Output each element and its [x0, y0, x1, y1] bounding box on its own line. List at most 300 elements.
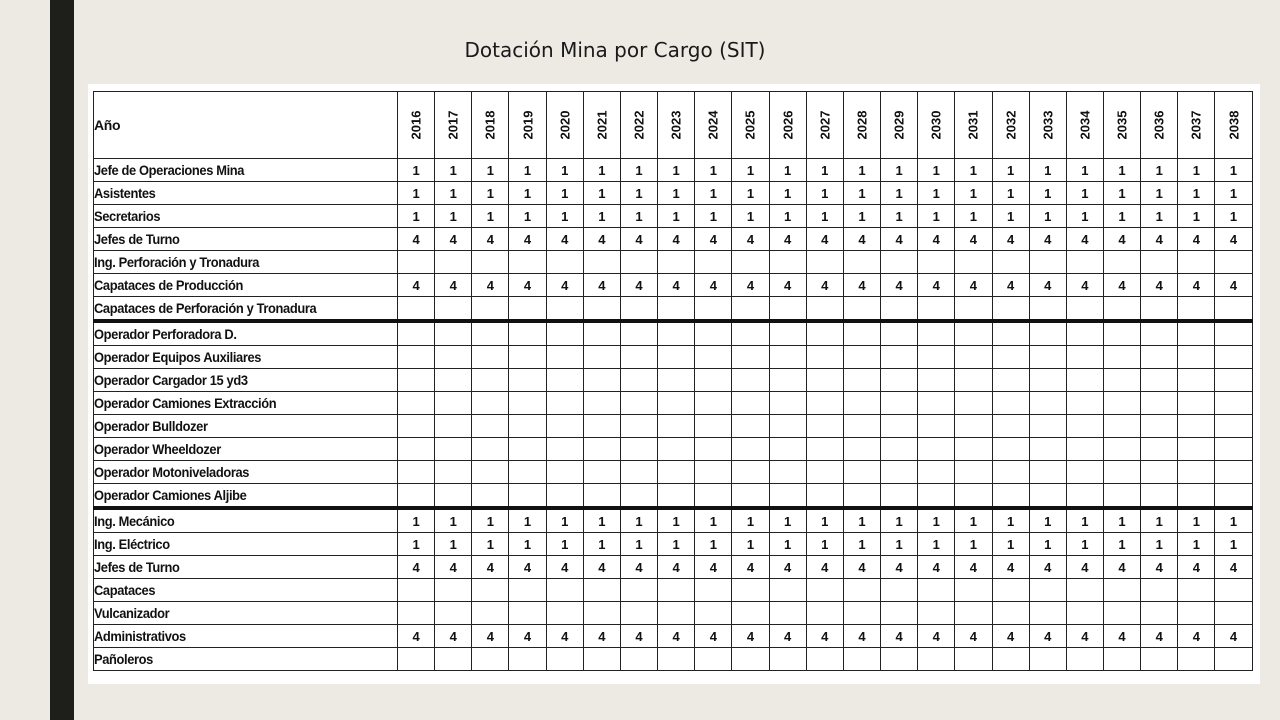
value-cell [509, 369, 546, 392]
year-label: 2036 [1151, 110, 1167, 140]
value-cell [806, 438, 843, 461]
value-cell: 4 [955, 274, 992, 297]
value-cell [1103, 251, 1140, 274]
value-cell [881, 602, 918, 625]
value-cell [1029, 346, 1066, 369]
value-cell [843, 579, 880, 602]
value-cell: 1 [732, 533, 769, 556]
value-cell [435, 461, 472, 484]
value-cell: 1 [843, 205, 880, 228]
year-label: 2038 [1226, 110, 1242, 140]
value-cell: 1 [435, 533, 472, 556]
value-cell [881, 321, 918, 346]
value-cell: 4 [398, 625, 435, 648]
table-row [94, 159, 1253, 182]
value-cell [732, 321, 769, 346]
value-cell: 4 [620, 228, 657, 251]
value-cell: 4 [398, 228, 435, 251]
value-cell [769, 392, 806, 415]
value-cell: 4 [1141, 556, 1178, 579]
year-label: 2027 [817, 110, 833, 140]
row-label-text: Asistentes [94, 185, 156, 201]
value-cell [435, 438, 472, 461]
value-cell [1029, 415, 1066, 438]
value-cell: 1 [843, 533, 880, 556]
year-header-cell [509, 92, 546, 159]
year-label: 2035 [1114, 110, 1130, 140]
value-cell: 1 [1215, 533, 1252, 556]
value-cell [992, 579, 1029, 602]
value-cell: 4 [806, 625, 843, 648]
value-cell [769, 346, 806, 369]
staffing-table-image [88, 84, 1260, 684]
value-cell: 4 [509, 556, 546, 579]
value-cell: 4 [843, 228, 880, 251]
value-cell [695, 251, 732, 274]
value-cell [732, 392, 769, 415]
value-cell [435, 346, 472, 369]
value-cell [658, 297, 695, 322]
year-header-row [94, 92, 1253, 159]
value-cell: 1 [620, 182, 657, 205]
row-label [94, 508, 398, 533]
row-label-text: Secretarios [94, 208, 161, 224]
value-cell [620, 648, 657, 671]
value-cell: 1 [546, 508, 583, 533]
value-cell: 1 [769, 205, 806, 228]
value-cell [1141, 415, 1178, 438]
value-cell [472, 392, 509, 415]
value-cell [398, 321, 435, 346]
value-cell [398, 392, 435, 415]
table-row [94, 415, 1253, 438]
value-cell: 1 [509, 159, 546, 182]
value-cell: 1 [509, 533, 546, 556]
value-cell [1178, 297, 1215, 322]
year-header-cell [1066, 92, 1103, 159]
value-cell [546, 461, 583, 484]
value-cell: 4 [583, 556, 620, 579]
value-cell: 1 [1215, 205, 1252, 228]
value-cell: 4 [1029, 228, 1066, 251]
value-cell [546, 392, 583, 415]
value-cell [509, 648, 546, 671]
value-cell [1178, 346, 1215, 369]
value-cell [620, 346, 657, 369]
value-cell [620, 461, 657, 484]
row-label-text: Ing. Perforación y Tronadura [94, 254, 260, 270]
value-cell: 4 [1141, 274, 1178, 297]
value-cell: 1 [955, 159, 992, 182]
value-cell [806, 297, 843, 322]
value-cell [1066, 579, 1103, 602]
value-cell: 1 [992, 533, 1029, 556]
value-cell [769, 415, 806, 438]
value-cell: 4 [918, 556, 955, 579]
value-cell [955, 297, 992, 322]
value-cell [695, 297, 732, 322]
value-cell [1029, 461, 1066, 484]
value-cell: 1 [583, 205, 620, 228]
value-cell: 1 [1066, 205, 1103, 228]
year-header-cell [1215, 92, 1252, 159]
value-cell: 4 [546, 228, 583, 251]
value-cell: 1 [1029, 508, 1066, 533]
value-cell: 4 [472, 556, 509, 579]
value-cell: 4 [472, 274, 509, 297]
value-cell: 1 [1178, 205, 1215, 228]
value-cell [992, 251, 1029, 274]
row-label [94, 648, 398, 671]
year-header-cell [843, 92, 880, 159]
value-cell: 1 [769, 159, 806, 182]
value-cell: 4 [398, 274, 435, 297]
value-cell: 4 [732, 625, 769, 648]
value-cell [1103, 484, 1140, 509]
value-cell [918, 602, 955, 625]
value-cell [435, 579, 472, 602]
value-cell: 1 [843, 159, 880, 182]
value-cell [546, 415, 583, 438]
value-cell: 4 [583, 228, 620, 251]
row-label-text: Pañoleros [94, 651, 153, 667]
value-cell [620, 415, 657, 438]
value-cell [695, 415, 732, 438]
value-cell: 1 [1066, 508, 1103, 533]
value-cell [472, 579, 509, 602]
value-cell: 1 [1178, 508, 1215, 533]
value-cell [472, 251, 509, 274]
value-cell [955, 602, 992, 625]
value-cell: 1 [398, 182, 435, 205]
value-cell [732, 579, 769, 602]
value-cell: 1 [472, 182, 509, 205]
value-cell: 4 [769, 556, 806, 579]
value-cell: 1 [732, 508, 769, 533]
value-cell: 4 [435, 625, 472, 648]
value-cell: 1 [881, 159, 918, 182]
year-header-cell [435, 92, 472, 159]
value-cell [546, 369, 583, 392]
value-cell [509, 251, 546, 274]
value-cell: 4 [843, 274, 880, 297]
value-cell [472, 369, 509, 392]
value-cell: 4 [620, 274, 657, 297]
value-cell [918, 648, 955, 671]
value-cell [1103, 346, 1140, 369]
row-label-text: Jefes de Turno [94, 559, 180, 575]
row-label-text: Jefe de Operaciones Mina [94, 162, 245, 178]
value-cell [881, 648, 918, 671]
value-cell: 4 [806, 228, 843, 251]
year-label: 2032 [1003, 110, 1019, 140]
value-cell: 1 [992, 159, 1029, 182]
year-label: 2026 [780, 110, 796, 140]
value-cell [881, 369, 918, 392]
value-cell: 4 [509, 625, 546, 648]
table-row [94, 369, 1253, 392]
value-cell: 1 [1141, 508, 1178, 533]
value-cell: 4 [658, 625, 695, 648]
value-cell: 1 [583, 182, 620, 205]
row-label [94, 533, 398, 556]
table-row [94, 648, 1253, 671]
value-cell: 1 [472, 205, 509, 228]
value-cell: 1 [1215, 159, 1252, 182]
value-cell [583, 602, 620, 625]
row-label-text: Ing. Mecánico [94, 513, 175, 529]
value-cell [658, 321, 695, 346]
value-cell [992, 297, 1029, 322]
value-cell: 1 [695, 159, 732, 182]
value-cell [546, 438, 583, 461]
value-cell [695, 579, 732, 602]
table-row [94, 556, 1253, 579]
value-cell [881, 251, 918, 274]
value-cell: 4 [1066, 274, 1103, 297]
value-cell [546, 321, 583, 346]
table-row [94, 392, 1253, 415]
value-cell [1141, 369, 1178, 392]
value-cell [769, 579, 806, 602]
value-cell: 4 [695, 625, 732, 648]
year-header-cell [1103, 92, 1140, 159]
value-cell [472, 484, 509, 509]
value-cell [1178, 321, 1215, 346]
value-cell: 4 [398, 556, 435, 579]
value-cell [509, 415, 546, 438]
value-cell [1215, 321, 1252, 346]
value-cell [658, 369, 695, 392]
value-cell [658, 251, 695, 274]
value-cell [620, 484, 657, 509]
value-cell: 4 [1178, 556, 1215, 579]
value-cell [472, 461, 509, 484]
value-cell [658, 461, 695, 484]
value-cell: 4 [1029, 556, 1066, 579]
year-corner-label: Año [94, 92, 398, 159]
value-cell [1178, 484, 1215, 509]
value-cell: 1 [472, 508, 509, 533]
value-cell: 1 [1103, 533, 1140, 556]
value-cell: 1 [509, 205, 546, 228]
value-cell: 1 [546, 182, 583, 205]
value-cell: 1 [1141, 182, 1178, 205]
value-cell [435, 369, 472, 392]
value-cell [1029, 369, 1066, 392]
value-cell: 1 [1141, 159, 1178, 182]
value-cell: 1 [509, 182, 546, 205]
value-cell: 1 [1066, 182, 1103, 205]
value-cell [918, 392, 955, 415]
value-cell [546, 484, 583, 509]
value-cell: 1 [435, 159, 472, 182]
value-cell: 1 [1178, 533, 1215, 556]
value-cell: 4 [1215, 625, 1252, 648]
value-cell: 1 [955, 182, 992, 205]
value-cell: 4 [695, 228, 732, 251]
value-cell [1103, 297, 1140, 322]
value-cell: 1 [695, 205, 732, 228]
value-cell [955, 346, 992, 369]
row-label-text: Operador Bulldozer [94, 418, 208, 434]
value-cell [509, 321, 546, 346]
value-cell [881, 461, 918, 484]
year-label: 2020 [557, 110, 573, 140]
table-row [94, 274, 1253, 297]
value-cell [583, 648, 620, 671]
value-cell: 4 [509, 274, 546, 297]
value-cell [1066, 648, 1103, 671]
value-cell: 4 [881, 625, 918, 648]
value-cell [398, 346, 435, 369]
value-cell [806, 251, 843, 274]
table-row [94, 438, 1253, 461]
value-cell [1215, 251, 1252, 274]
year-label: 2031 [965, 110, 981, 140]
year-header-cell [620, 92, 657, 159]
table-row [94, 484, 1253, 509]
value-cell [583, 415, 620, 438]
value-cell [806, 648, 843, 671]
value-cell: 4 [918, 228, 955, 251]
value-cell [1178, 461, 1215, 484]
value-cell: 4 [992, 274, 1029, 297]
staffing-table [93, 91, 1253, 671]
value-cell: 4 [1215, 228, 1252, 251]
value-cell [955, 438, 992, 461]
row-label-text: Operador Camiones Aljibe [94, 487, 247, 503]
value-cell [1103, 392, 1140, 415]
value-cell [769, 484, 806, 509]
value-cell [918, 579, 955, 602]
row-label-text: Operador Equipos Auxiliares [94, 349, 262, 365]
value-cell [732, 251, 769, 274]
value-cell [1215, 438, 1252, 461]
year-header-cell [472, 92, 509, 159]
value-cell [658, 579, 695, 602]
value-cell: 4 [955, 556, 992, 579]
value-cell: 4 [509, 228, 546, 251]
value-cell: 4 [955, 228, 992, 251]
table-row [94, 579, 1253, 602]
value-cell: 1 [435, 182, 472, 205]
table-row [94, 205, 1253, 228]
row-label [94, 625, 398, 648]
value-cell [955, 484, 992, 509]
value-cell: 4 [435, 228, 472, 251]
value-cell [992, 602, 1029, 625]
value-cell: 1 [398, 533, 435, 556]
value-cell [918, 369, 955, 392]
value-cell: 4 [1103, 228, 1140, 251]
value-cell [918, 415, 955, 438]
value-cell [398, 461, 435, 484]
value-cell [1141, 346, 1178, 369]
value-cell [843, 415, 880, 438]
value-cell: 1 [695, 508, 732, 533]
value-cell: 1 [1029, 533, 1066, 556]
value-cell: 4 [1029, 625, 1066, 648]
value-cell [918, 321, 955, 346]
value-cell [398, 297, 435, 322]
value-cell [1215, 369, 1252, 392]
value-cell [881, 297, 918, 322]
value-cell: 1 [472, 533, 509, 556]
value-cell: 4 [472, 625, 509, 648]
table-row [94, 251, 1253, 274]
value-cell: 1 [620, 205, 657, 228]
value-cell [1029, 579, 1066, 602]
value-cell [881, 438, 918, 461]
value-cell [435, 251, 472, 274]
value-cell [435, 297, 472, 322]
value-cell [546, 579, 583, 602]
value-cell [1066, 602, 1103, 625]
value-cell [695, 484, 732, 509]
value-cell [806, 392, 843, 415]
row-label-text: Jefes de Turno [94, 231, 180, 247]
value-cell [1066, 415, 1103, 438]
value-cell [1215, 297, 1252, 322]
row-label [94, 159, 398, 182]
value-cell: 1 [1141, 533, 1178, 556]
value-cell [620, 369, 657, 392]
year-header-cell [658, 92, 695, 159]
value-cell [1066, 392, 1103, 415]
table-row [94, 602, 1253, 625]
value-cell: 4 [620, 625, 657, 648]
value-cell [509, 461, 546, 484]
value-cell [1141, 484, 1178, 509]
value-cell: 4 [583, 274, 620, 297]
value-cell [1103, 461, 1140, 484]
value-cell: 4 [695, 556, 732, 579]
value-cell [1103, 648, 1140, 671]
value-cell [546, 648, 583, 671]
value-cell [1103, 321, 1140, 346]
value-cell [918, 346, 955, 369]
value-cell: 1 [472, 159, 509, 182]
year-header-cell [992, 92, 1029, 159]
value-cell [472, 415, 509, 438]
value-cell [435, 392, 472, 415]
value-cell [992, 321, 1029, 346]
value-cell [620, 251, 657, 274]
value-cell: 1 [583, 508, 620, 533]
value-cell: 1 [435, 205, 472, 228]
value-cell [398, 579, 435, 602]
value-cell [1178, 602, 1215, 625]
value-cell [955, 321, 992, 346]
value-cell [1029, 251, 1066, 274]
year-header-cell [398, 92, 435, 159]
value-cell [658, 438, 695, 461]
value-cell: 1 [732, 182, 769, 205]
value-cell [732, 346, 769, 369]
value-cell: 4 [435, 556, 472, 579]
value-cell [583, 297, 620, 322]
row-label-text: Operador Motoniveladoras [94, 464, 250, 480]
value-cell [955, 579, 992, 602]
year-header-cell [769, 92, 806, 159]
table-row [94, 625, 1253, 648]
value-cell: 4 [769, 274, 806, 297]
value-cell [806, 484, 843, 509]
value-cell [583, 484, 620, 509]
value-cell [1066, 484, 1103, 509]
value-cell: 1 [435, 508, 472, 533]
